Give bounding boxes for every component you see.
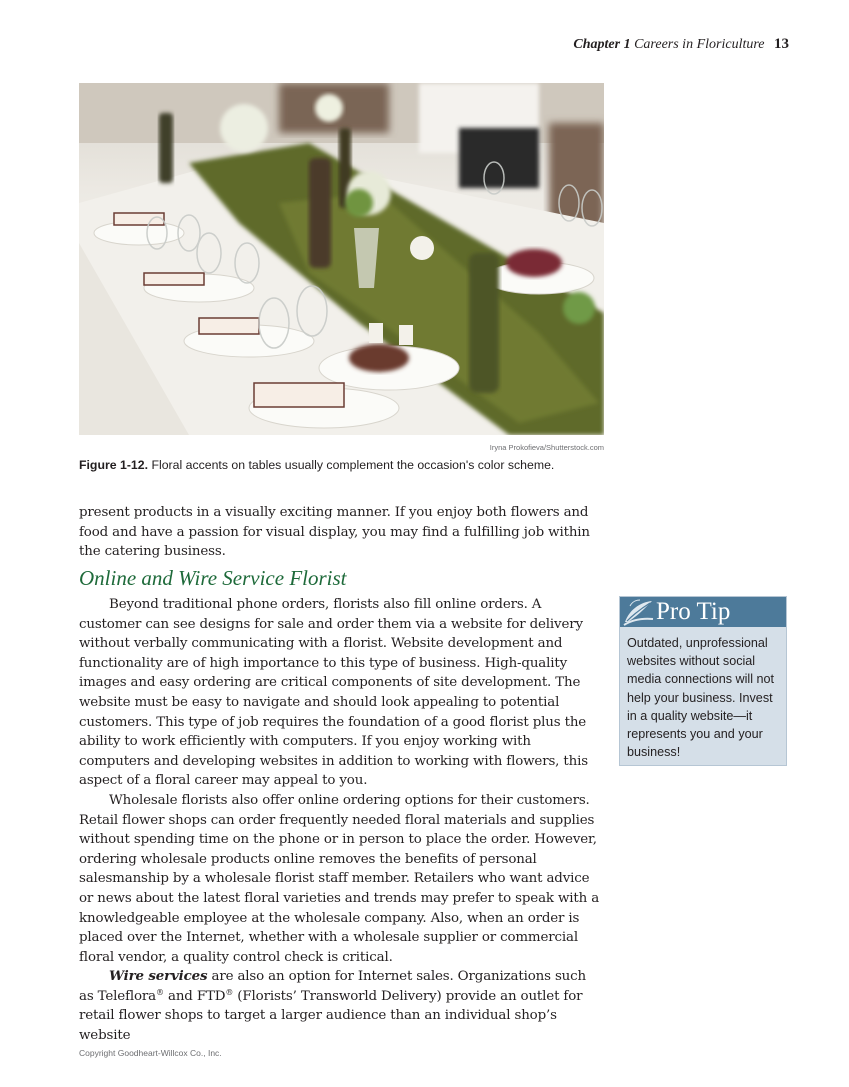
page-number: 13 xyxy=(774,36,789,52)
pro-tip-title: Pro Tip xyxy=(656,598,731,625)
figure-caption-text: Floral accents on tables usually complement the occasion's color scheme. xyxy=(148,458,555,472)
wire-text-3: (Florists’ Transworld Delivery) provide an outlet for retail flower shops to target a larger audience than an individual shop’s website xyxy=(79,988,583,1044)
chapter-label: Chapter 1 xyxy=(573,37,631,52)
key-term-wire-services: Wire services xyxy=(109,968,208,985)
wire-text-1: are also an option for Internet sales. Organizations such as Teleflora xyxy=(79,969,586,1004)
registered-mark: ® xyxy=(225,987,234,997)
leaf-icon xyxy=(622,598,654,626)
pro-tip-box xyxy=(619,596,787,766)
running-head xyxy=(573,36,789,53)
paragraph-wholesale: Wholesale florists also offer online ordering options for their customers. Retail flower shops can order frequently needed floral materials and supplies without spending time on the phone or in person to place the order. However, ordering wholesale products online removes the benefits of personal salesmanship by a wholesale florist staff member. Retailers who want advice or news about the latest floral varieties and trends may prefer to speak with a knowledgeable employee at the wholesale company. Also, when an order is placed over the Internet, whether with a wholesale supplier or commercial floral vendor, a quality control check is critical. xyxy=(79,792,600,965)
paragraph-online-orders: Beyond traditional phone orders, florists also fill online orders. A customer can see designs for sale and order them via a website for delivery without verbally communicating with a florist. Website development and functionality are of high importance to this type of business. High-quality images and easy ordering are critical components of site development. The website must be easy to navigate and should look appealing to potential customers. This type of job requires the foundation of a good florist plus the ability to work efficiently with computers. If you enjoy working with computers and developing websites in addition to working with flowers, this aspect of a floral career may appeal to you. xyxy=(79,597,588,789)
pro-tip-text: Outdated, unprofessional websites without social media connections will not help your business. Invest in a quality website—it represents you and your business! xyxy=(627,636,775,760)
intro-paragraph: present products in a visually exciting manner. If you enjoy both flowers and food and have a passion for visual display, you may find a fulfilling job within the catering business. xyxy=(79,505,590,560)
registered-mark: ® xyxy=(156,987,164,997)
pro-tip-header xyxy=(620,597,786,627)
intro-paragraph-block xyxy=(79,503,604,562)
figure-label: Figure 1-12. xyxy=(79,458,149,472)
figure-photo xyxy=(79,83,604,435)
section-heading: Online and Wire Service Florist xyxy=(79,566,347,590)
copyright-footer: Copyright Goodheart-Willcox Co., Inc. xyxy=(79,1048,222,1058)
chapter-title: Careers in Floriculture xyxy=(634,37,765,52)
section-body xyxy=(79,595,604,1046)
paragraph-wire-services xyxy=(79,967,604,1045)
wire-text-2: and FTD xyxy=(163,988,226,1004)
banquet-table-illustration xyxy=(79,83,604,435)
photo-credit: Iryna Prokofieva/Shutterstock.com xyxy=(489,443,604,452)
figure-caption xyxy=(79,458,619,472)
